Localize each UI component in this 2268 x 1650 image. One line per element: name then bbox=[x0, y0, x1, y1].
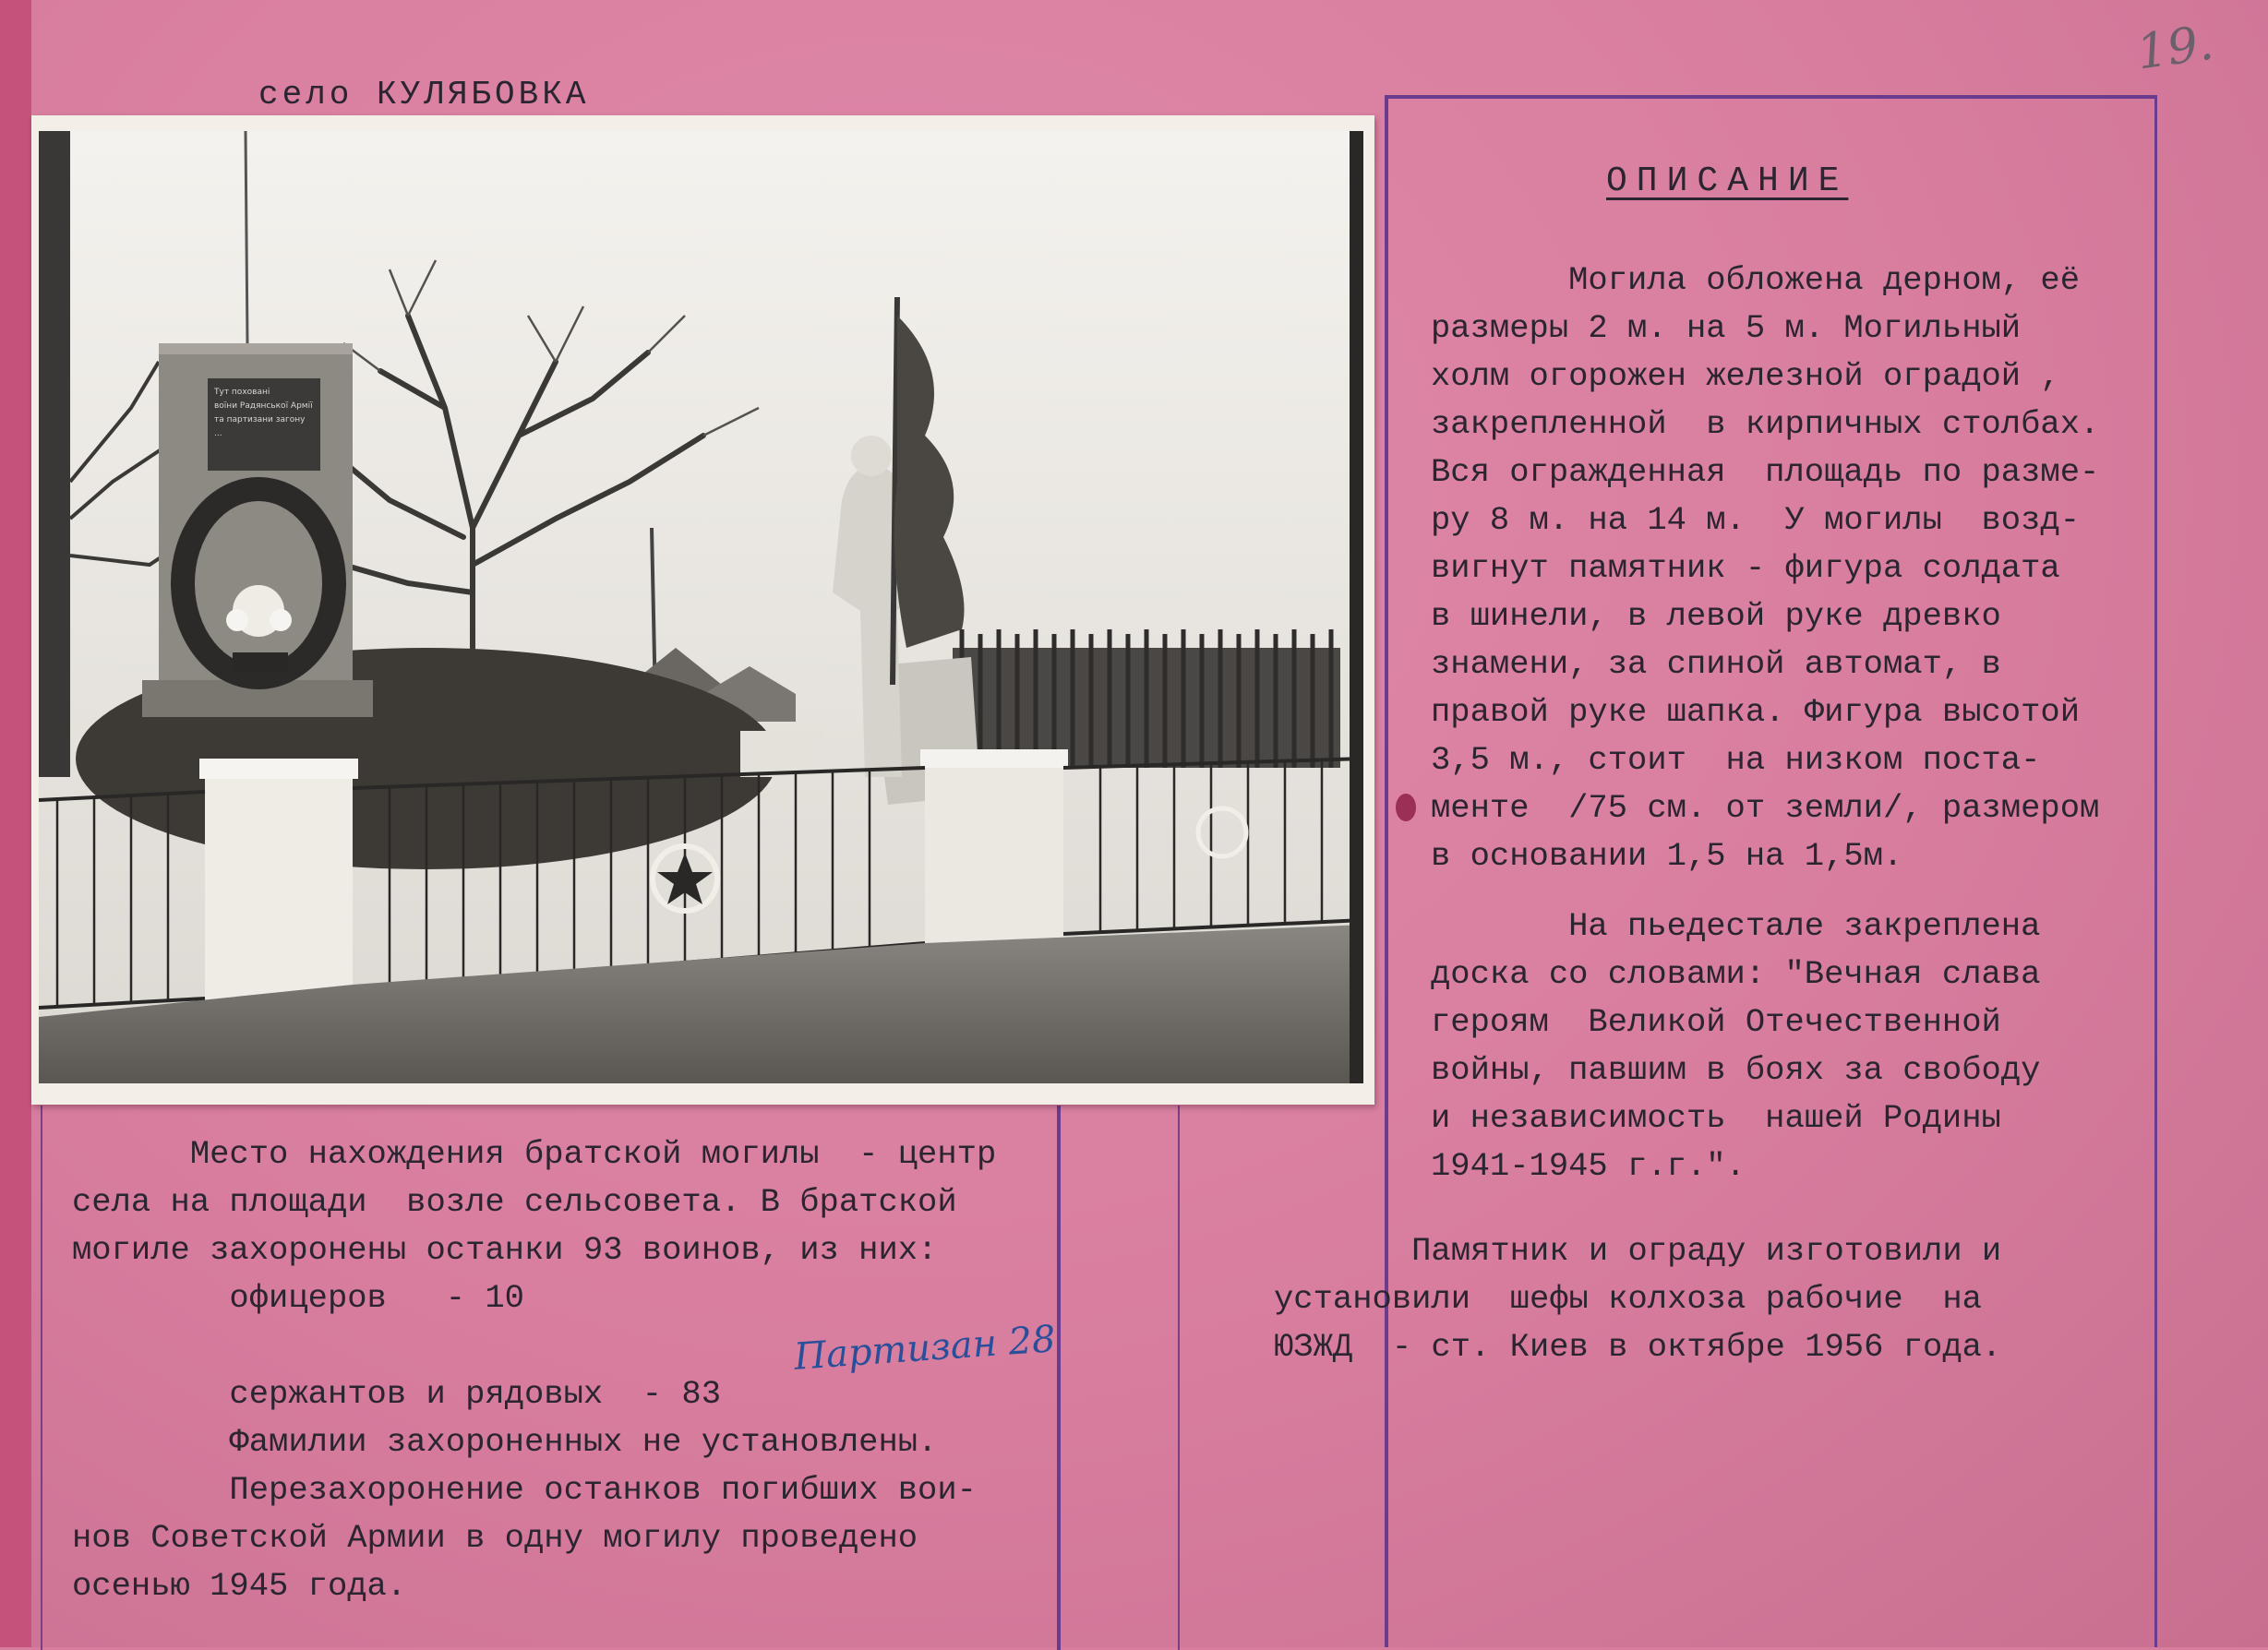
frame-divider bbox=[1178, 1106, 1180, 1650]
plaque-line: та партизани загону bbox=[214, 415, 306, 424]
memorial-photo bbox=[39, 131, 1363, 1083]
handwritten-note: Партизан 28 bbox=[792, 1318, 1057, 1379]
sheet-binding-edge bbox=[0, 0, 31, 1647]
page-number: 19. bbox=[2133, 15, 2217, 81]
plaque-line: воїни Радянської Армії bbox=[214, 401, 313, 411]
plaque-line: Тут поховані bbox=[214, 388, 270, 397]
ink-stain bbox=[1396, 794, 1416, 821]
village-title: село КУЛЯБОВКА bbox=[258, 76, 590, 114]
location-text: Место нахождения братской могилы - центр села на площади возле сельсовета. В братской могиле захоронены останки 93 воинов, из них: офицеров - 10 сержантов и рядовых - 83 Фамилии захороненных не установлены. Перезахоронение останков погибших вои- нов Советской Армии в одну могилу проведено осенью 1945 года. bbox=[72, 1135, 997, 1605]
description-paragraph-plaque: На пьедестале закреплена доска со словами: "Вечная слава героям Великой Отечественной войны, павшим в боях за свободу и независимость нашей Родины 1941-1945 г.г.". bbox=[1431, 907, 2041, 1185]
plaque-line: ... bbox=[214, 429, 222, 438]
description-paragraph-makers: Памятник и ограду изготовили и установили шефы колхоза рабочие на ЮЗЖД - ст. Киев в октябре 1956 года. bbox=[1274, 1232, 2002, 1366]
description-paragraph-grave: Могила обложена дерном, её размеры 2 м. на 5 м. Могильный холм огорожен железной оградой , закрепленной в кирпичных столбах. Вся огражденная площадь по разме- ру 8 м. на 14 м. У могилы возд- вигнут памятник - фигура солдата в шинели, в левой руке древко знамени, за спиной автомат, в правой руке шапка. Фигура высотой 3,5 м., стоит на низком поста- менте /75 см. от земли/, размером в основании 1,5 на 1,5м. bbox=[1431, 261, 2100, 875]
description-title: ОПИСАНИЕ bbox=[1606, 161, 1849, 201]
